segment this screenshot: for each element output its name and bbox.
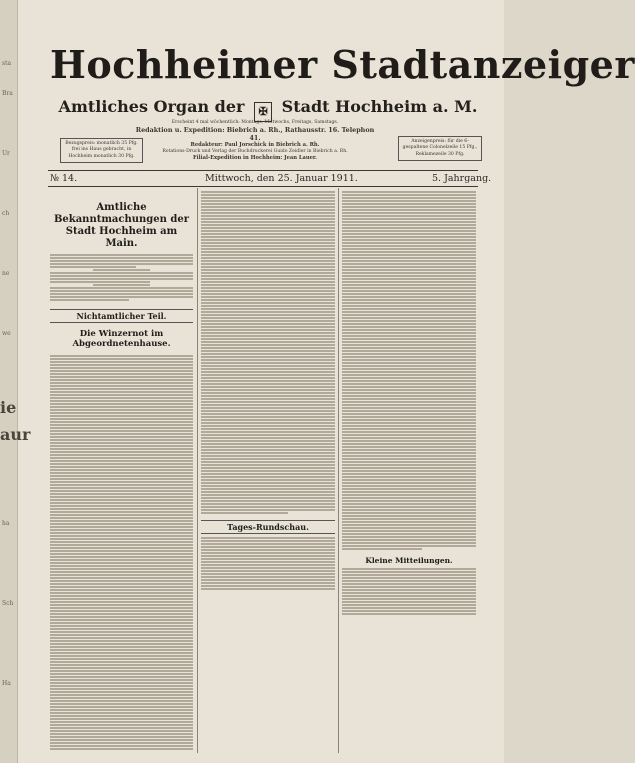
crest-icon: ✠ xyxy=(254,102,272,122)
article-body xyxy=(50,355,193,750)
column-3-body xyxy=(342,191,476,550)
subscription-box: Bezugspreis: monatlich 35 Pfg. frei ins Haus gebracht, in Hochheim monatlich 30 Pfg. xyxy=(60,138,143,163)
dateline-rule xyxy=(48,186,478,187)
redaktion-line: Redaktion u. Expedition: Biebrich a. Rh., Rathausstr. 16. Telephon 41. xyxy=(135,126,375,142)
daily-review-head: Tages-Rundschau. xyxy=(201,520,335,534)
masthead-title: Hochheimer Stadtanzeiger xyxy=(50,42,635,87)
issue-volume: 5. Jahrgang. xyxy=(432,173,492,184)
small-notices-head: Kleine Mitteilungen. xyxy=(365,556,453,565)
column-divider xyxy=(197,188,198,753)
small-notices-body xyxy=(342,568,476,615)
issue-number: № 14. xyxy=(50,173,78,184)
ad-price-box: Anzeigenpreis: für die 6-gespaltene Colonelzeile 15 Pfg., Reklamezeile 30 Pfg. xyxy=(398,136,482,161)
publication-info xyxy=(130,120,380,162)
filiale-line: Filial-Expedition in Hochheim: Jean Lauer. xyxy=(193,155,317,161)
schedule-text: Erscheint 4 mal wöchentlich: Montags, Mittwochs, Freitags, Samstags. xyxy=(171,120,339,125)
daily-review-body xyxy=(201,537,335,590)
official-announcements-head: Amtliche Bekanntmachungen der Stadt Hochheim am Main. xyxy=(53,202,190,249)
column-divider xyxy=(338,188,339,753)
masthead-subtitle xyxy=(58,97,478,122)
column-2-body xyxy=(201,191,335,514)
official-notices xyxy=(50,254,193,301)
column-3 xyxy=(342,190,476,750)
column-1 xyxy=(50,190,193,750)
gutter-fragment: ie xyxy=(0,398,17,417)
druck-line: Rotations-Druck und Verlag der Buchdruckerei Guido Zeidler in Biebrich a. Rh. xyxy=(162,149,348,154)
subtitle-left: Amtliches Organ der xyxy=(58,97,245,116)
header-rule xyxy=(48,170,478,171)
article-title: Die Winzernot im Abgeordnetenhause. xyxy=(72,329,171,349)
redakteur-line: Redakteur: Paul Jorschick in Biebrich a. Rh. xyxy=(190,142,320,148)
nonofficial-section-head: Nichtamtlicher Teil. xyxy=(50,309,193,323)
column-2 xyxy=(201,190,335,750)
subtitle-right: Stadt Hochheim a. M. xyxy=(281,97,478,116)
gutter-fragment: aur xyxy=(0,425,31,444)
adjacent-page-edge: sta Bra Ur ch ne we ie aur ha Sch Ha xyxy=(0,0,18,763)
issue-date: Mittwoch, den 25. Januar 1911. xyxy=(205,173,358,184)
